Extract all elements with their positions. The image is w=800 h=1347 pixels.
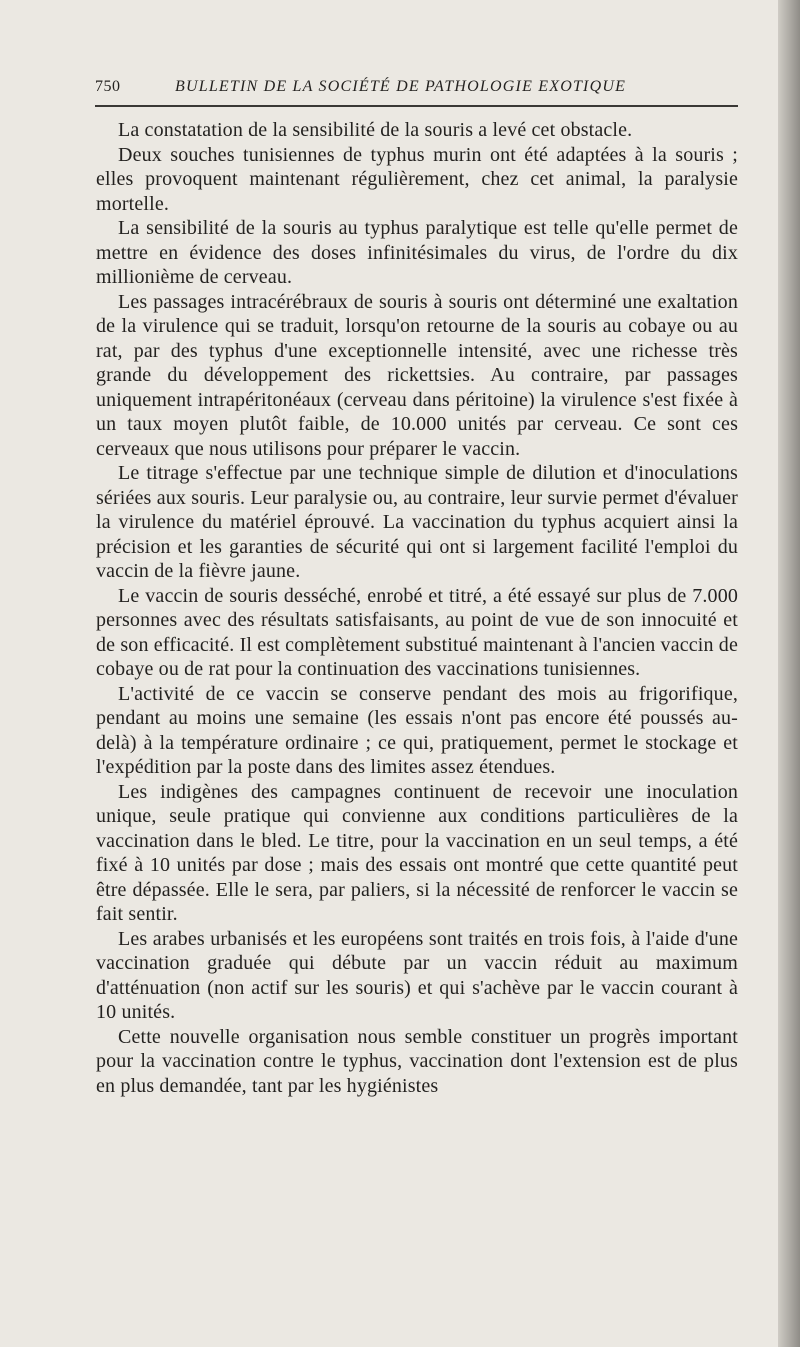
- paragraph: Cette nouvelle organisation nous semble constituer un progrès important pour la vaccination contre le typhus, vaccination dont l'extension est de plus en plus demandée, tant par les hygiénistes: [96, 1025, 738, 1097]
- paragraph: Les passages intracérébraux de souris à souris ont déterminé une exaltation de la virulence qui se traduit, lorsqu'on retourne de la souris au cobaye ou au rat, par des typhus d'une exceptionnelle intensité, avec une richesse très grande du développement des rickettsies. Au contraire, par passages uniquement intrapéritonéaux (cerveau dans péritoine) la virulence s'est fixée à un taux moyen plutôt faible, de 10.000 unités par cerveau. Ce sont ces cerveaux que nous utilisons pour préparer le vaccin.: [96, 290, 738, 460]
- paragraph: Les arabes urbanisés et les européens sont traités en trois fois, à l'aide d'une vaccination graduée qui débute par un vaccin réduit au maximum d'atténuation (non actif sur les souris) et qui s'achève par le vaccin courant à 10 unités.: [96, 927, 738, 1023]
- paragraph: Le titrage s'effectue par une technique simple de dilution et d'inoculations sériées aux souris. Leur paralysie ou, au contraire, leur survie permet d'évaluer la virulence du matériel éprouvé. La vaccination du typhus acquiert ainsi la précision et les garanties de sécurité qui ont si largement facilité l'emploi du vaccin de la fièvre jaune.: [96, 462, 738, 582]
- paragraph: Les indigènes des campagnes continuent de recevoir une inoculation unique, seule pratique qui convienne aux conditions particulières de la vaccination dans le bled. Le titre, pour la vaccination en un seul temps, a été fixé à 10 unités par dose ; mais des essais ont montré que cette quantité peut être dépassée. Elle le sera, par paliers, si la nécessité de renforcer le vaccin se fait sentir.: [96, 780, 738, 925]
- header-rule: [95, 105, 738, 107]
- page-number: 750: [95, 78, 121, 95]
- paragraph: La constatation de la sensibilité de la souris a levé cet obstacle.: [118, 119, 633, 141]
- paragraph: L'activité de ce vaccin se conserve pendant des mois au frigorifique, pendant au moins une semaine (les essais n'ont pas encore été poussés au-delà) à la température ordinaire ; ce qui, pratiquement, permet le stockage et l'expédition par la poste dans des limites assez étendues.: [96, 682, 738, 778]
- paragraph: La sensibilité de la souris au typhus paralytique est telle qu'elle permet de mettre en évidence des doses infinitésimales du virus, de l'ordre du dix millionième de cerveau.: [96, 217, 738, 288]
- running-head: [95, 78, 740, 102]
- article-body: [96, 118, 738, 1098]
- page-edge-shadow: [778, 0, 800, 1347]
- journal-title: BULLETIN DE LA SOCIÉTÉ DE PATHOLOGIE EXOTIQUE: [175, 78, 627, 95]
- paragraph: Deux souches tunisiennes de typhus murin ont été adaptées à la souris ; elles provoquent maintenant régulièrement, chez cet animal, la paralysie mortelle.: [96, 143, 738, 215]
- paragraph: Le vaccin de souris desséché, enrobé et titré, a été essayé sur plus de 7.000 personnes avec des résultats satisfaisants, au point de vue de son innocuité et de son efficacité. Il est complètement substitué maintenant à l'ancien vaccin de cobaye ou de rat pour la continuation des vaccinations tunisiennes.: [96, 584, 738, 680]
